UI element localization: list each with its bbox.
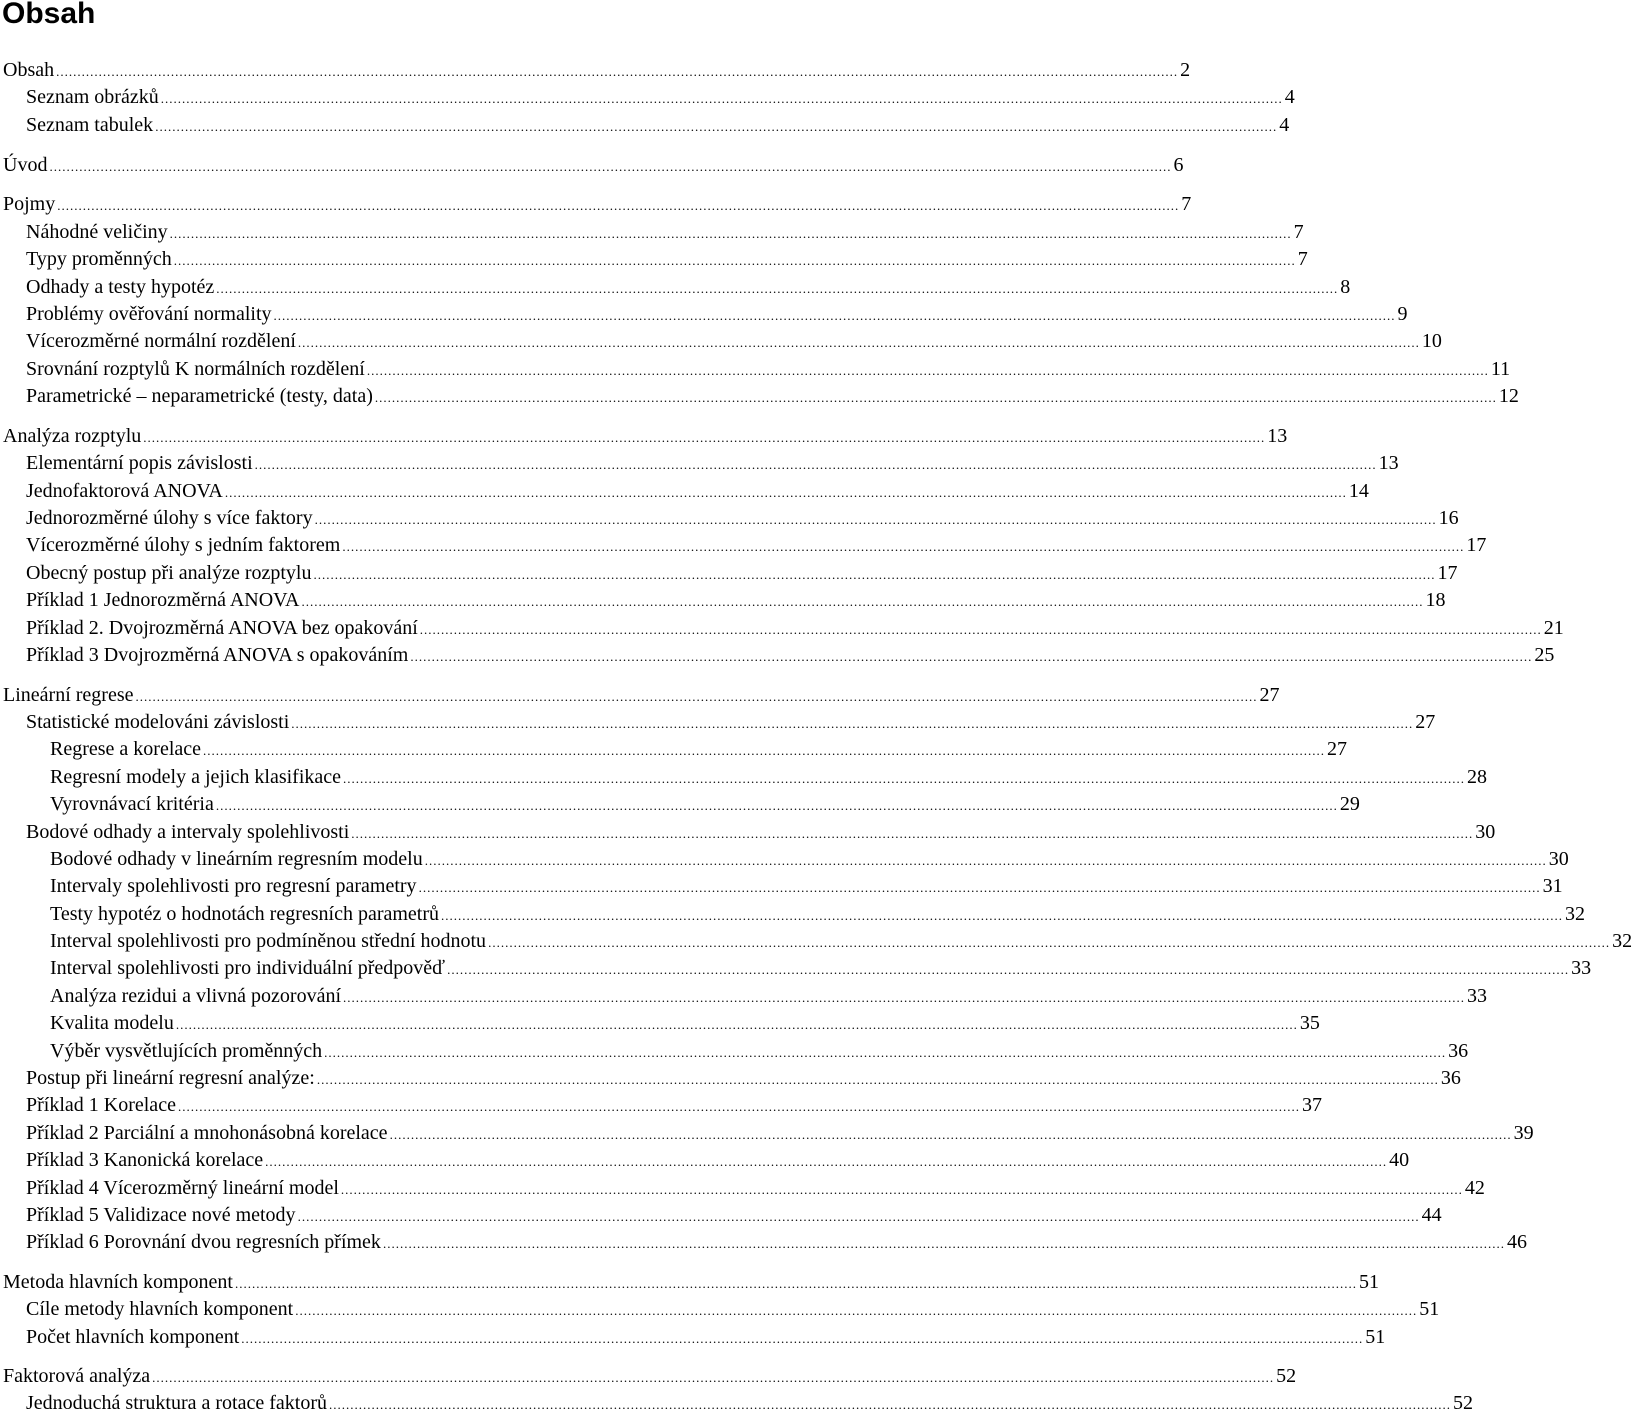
toc-dot-leader (161, 85, 1283, 112)
toc-entry[interactable] (0, 1038, 1469, 1065)
toc-entry-page-number: 4 (1279, 114, 1290, 136)
toc-entry[interactable] (0, 1363, 1297, 1390)
toc-entry-page-number: 33 (1467, 985, 1487, 1007)
toc-entry-label: Příklad 2 Parciální a mnohonásobná korelace (26, 1122, 388, 1144)
toc-dot-leader (488, 929, 1610, 956)
toc-entry-label: Jednofaktorová ANOVA (26, 480, 223, 502)
toc-entry-page-number: 12 (1498, 385, 1519, 407)
toc-entry-page-number: 37 (1301, 1094, 1322, 1116)
toc-entry-label: Náhodné veličiny (26, 221, 168, 243)
toc-dot-leader (155, 113, 1277, 140)
toc-dot-leader (341, 1176, 1463, 1203)
toc-entry[interactable] (0, 901, 1586, 928)
toc-entry[interactable] (0, 955, 1592, 982)
toc-entry[interactable] (0, 274, 1351, 301)
toc-dot-leader (367, 357, 1489, 384)
toc-entry-label: Interval spolehlivosti pro podmíněnou střední hodnotu (50, 930, 487, 952)
toc-entry[interactable] (0, 682, 1280, 709)
toc-entry-label: Postup při lineární regresní analýze: (26, 1067, 315, 1089)
toc-entry[interactable] (0, 1147, 1410, 1174)
toc-dot-leader (425, 847, 1547, 874)
toc-entry-label: Příklad 5 Validizace nové metody (26, 1204, 296, 1226)
toc-entry[interactable] (0, 1065, 1461, 1092)
toc-entry[interactable] (0, 152, 1184, 179)
toc-entry-label: Obecný postup při analýze rozptylu (26, 562, 312, 584)
toc-dot-leader (178, 1093, 1300, 1120)
toc-entry-label: Jednoduchá struktura a rotace faktorů (26, 1392, 327, 1414)
toc-entry-page-number: 6 (1173, 154, 1184, 176)
toc-dot-leader (410, 643, 1532, 670)
toc-entry[interactable] (0, 819, 1496, 846)
toc-entry[interactable] (0, 764, 1488, 791)
toc-entry-label: Příklad 3 Kanonická korelace (26, 1149, 264, 1171)
toc-entry-label: Regrese a korelace (50, 738, 202, 760)
toc-dot-leader (170, 220, 1292, 247)
toc-entry-page-number: 36 (1448, 1040, 1469, 1062)
toc-entry-page-number: 14 (1348, 480, 1369, 502)
toc-entry-label: Analýza rezidui a vlivná pozorování (50, 985, 341, 1007)
toc-entry-page-number: 2 (1180, 59, 1191, 81)
toc-entry-label: Vyrovnávací kritéria (50, 793, 214, 815)
toc-dot-leader (315, 506, 1437, 533)
toc-dot-leader (342, 533, 1464, 560)
toc-entry-page-number: 42 (1464, 1177, 1485, 1199)
toc-dot-leader (441, 902, 1563, 929)
toc-entry-label: Typy proměnných (26, 248, 172, 270)
toc-entry-label: Elementární popis závislosti (26, 452, 253, 474)
toc-entry[interactable] (0, 709, 1436, 736)
toc-entry[interactable] (0, 112, 1290, 139)
toc-dot-leader (383, 1230, 1505, 1257)
toc-entry-label: Pojmy (3, 193, 56, 215)
toc-dot-leader (56, 58, 1178, 85)
toc-entry[interactable] (0, 191, 1192, 218)
toc-dot-leader (343, 765, 1465, 792)
toc-entry-page-number: 28 (1467, 766, 1488, 788)
toc-entry-label: Interval spolehlivosti pro individuální předpověď (50, 957, 446, 979)
toc-dot-leader (298, 329, 1420, 356)
toc-entry-page-number: 35 (1299, 1012, 1320, 1034)
toc-entry-page-number: 29 (1339, 793, 1360, 815)
toc-entry[interactable] (0, 478, 1369, 505)
toc-entry-label: Intervaly spolehlivosti pro regresní parametry (50, 875, 417, 897)
toc-entry-page-number: 51 (1358, 1271, 1379, 1293)
toc-entry-page-number: 27 (1259, 684, 1280, 706)
toc-entry[interactable] (0, 873, 1563, 900)
toc-entry[interactable] (0, 505, 1459, 532)
toc-entry[interactable] (0, 846, 1569, 873)
toc-entry-page-number: 4 (1284, 86, 1295, 108)
toc-entry-page-number: 51 (1365, 1326, 1386, 1348)
toc-entry-label: Příklad 6 Porovnání dvou regresních přímek (26, 1231, 381, 1253)
toc-entry-page-number: 10 (1421, 330, 1442, 352)
toc-dot-leader (375, 384, 1497, 411)
toc-entry[interactable] (0, 1120, 1534, 1147)
toc-entry-page-number: 32 (1612, 930, 1632, 952)
toc-entry-page-number: 52 (1276, 1365, 1297, 1387)
toc-entry[interactable] (0, 423, 1288, 450)
toc-dot-leader (235, 1270, 1357, 1297)
toc-entry-page-number: 51 (1419, 1298, 1440, 1320)
toc-entry[interactable] (0, 1175, 1485, 1202)
toc-entry-page-number: 17 (1466, 534, 1487, 556)
toc-entry-page-number: 27 (1415, 711, 1436, 733)
toc-entry-label: Odhady a testy hypotéz (26, 276, 215, 298)
toc-entry-page-number: 32 (1565, 903, 1586, 925)
toc-dot-leader (135, 683, 1257, 710)
toc-entry-page-number: 17 (1437, 562, 1458, 584)
toc-dot-leader (313, 561, 1435, 588)
toc-dot-leader (49, 153, 1171, 180)
toc-dot-leader (295, 1297, 1417, 1324)
toc-dot-leader (265, 1148, 1387, 1175)
toc-entry[interactable] (0, 356, 1511, 383)
toc-dot-leader (419, 874, 1541, 901)
toc-entry[interactable] (0, 383, 1519, 410)
toc-entry[interactable] (0, 1010, 1320, 1037)
toc-entry-page-number: 7 (1293, 221, 1304, 243)
toc-dot-leader (225, 479, 1347, 506)
toc-entry-label: Úvod (3, 154, 48, 176)
toc-entry[interactable] (0, 1229, 1527, 1256)
toc-entry[interactable] (0, 928, 1632, 955)
toc-entry-label: Vícerozměrné normální rozdělení (26, 330, 296, 352)
toc-entry-label: Srovnání rozptylů K normálních rozdělení (26, 358, 365, 380)
toc-entry-label: Analýza rozptylu (3, 425, 142, 447)
toc-entry[interactable] (0, 615, 1564, 642)
toc-entry-label: Problémy ověřování normality (26, 303, 272, 325)
toc-entry[interactable] (0, 587, 1446, 614)
toc-entry-page-number: 8 (1340, 276, 1351, 298)
toc-dot-leader (298, 1203, 1420, 1230)
toc-dot-leader (329, 1391, 1451, 1418)
toc-entry[interactable] (0, 246, 1308, 273)
toc-entry[interactable] (0, 1269, 1379, 1296)
toc-entry-label: Příklad 3 Dvojrozměrná ANOVA s opakováním (26, 644, 409, 666)
toc-entry[interactable] (0, 1202, 1442, 1229)
toc-entry-label: Kvalita modelu (50, 1012, 174, 1034)
toc-dot-leader (174, 247, 1296, 274)
toc-dot-leader (274, 302, 1396, 329)
toc-entry-page-number: 30 (1475, 821, 1496, 843)
toc-entry-label: Seznam obrázků (26, 86, 159, 108)
toc-entry[interactable] (0, 736, 1348, 763)
toc-entry-page-number: 36 (1440, 1067, 1461, 1089)
page-title: Obsah (2, 0, 96, 30)
toc-entry-page-number: 13 (1267, 425, 1288, 447)
toc-entry[interactable] (0, 219, 1304, 246)
toc-dot-leader (390, 1121, 1512, 1148)
toc-entry-label: Seznam tabulek (26, 114, 154, 136)
toc-entry[interactable] (0, 450, 1399, 477)
toc-entry-page-number: 18 (1425, 589, 1446, 611)
toc-entry[interactable] (0, 791, 1360, 818)
toc-dot-leader (317, 1066, 1439, 1093)
toc-entry-label: Regresní modely a jejich klasifikace (50, 766, 342, 788)
toc-entry-page-number: 27 (1327, 738, 1348, 760)
toc-dot-leader (255, 451, 1377, 478)
toc-entry-label: Bodové odhady a intervaly spolehlivosti (26, 821, 350, 843)
toc-entry-label: Metoda hlavních komponent (3, 1271, 233, 1293)
toc-entry[interactable] (0, 642, 1555, 669)
toc-entry-label: Výběr vysvětlujících proměnných (50, 1040, 323, 1062)
toc-entry-label: Faktorová analýza (3, 1365, 151, 1387)
toc-entry-label: Příklad 4 Vícerozměrný lineární model (26, 1177, 339, 1199)
toc-dot-leader (324, 1039, 1446, 1066)
toc-dot-leader (176, 1011, 1298, 1038)
toc-entry-page-number: 44 (1421, 1204, 1442, 1226)
toc-entry-page-number: 13 (1378, 452, 1399, 474)
toc-entry-label: Testy hypotéz o hodnotách regresních parametrů (50, 903, 440, 925)
toc-entry-label: Parametrické – neparametrické (testy, data) (26, 385, 373, 407)
toc-dot-leader (343, 984, 1465, 1011)
toc-entry-page-number: 30 (1548, 848, 1569, 870)
toc-entry-page-number: 7 (1181, 193, 1192, 215)
toc-entry-label: Statistické modelováni závislosti (26, 711, 290, 733)
toc-entry-page-number: 31 (1542, 875, 1563, 897)
toc-entry-label: Příklad 2. Dvojrozměrná ANOVA bez opakování (26, 617, 418, 639)
toc-entry-page-number: 7 (1297, 248, 1308, 270)
toc-entry-page-number: 21 (1543, 617, 1564, 639)
toc-entry[interactable] (0, 1324, 1386, 1351)
toc-entry-label: Příklad 1 Korelace (26, 1094, 176, 1116)
toc-entry-label: Cíle metody hlavních komponent (26, 1298, 294, 1320)
toc-dot-leader (351, 820, 1473, 847)
toc-entry-page-number: 52 (1453, 1392, 1473, 1414)
toc-dot-leader (291, 710, 1413, 737)
toc-entry-page-number: 11 (1490, 358, 1511, 380)
toc-dot-leader (203, 737, 1325, 764)
toc-entry-page-number: 46 (1506, 1231, 1527, 1253)
toc-entry-label: Bodové odhady v lineárním regresním modelu (50, 848, 423, 870)
toc-entry[interactable] (0, 532, 1487, 559)
toc-entry-page-number: 16 (1438, 507, 1459, 529)
toc-entry[interactable] (0, 301, 1408, 328)
toc-entry[interactable] (0, 1092, 1322, 1119)
toc-dot-leader (143, 424, 1265, 451)
toc-dot-leader (420, 616, 1542, 643)
toc-entry-label: Příklad 1 Jednorozměrná ANOVA (26, 589, 300, 611)
toc-dot-leader (301, 588, 1423, 615)
toc-entry-page-number: 9 (1397, 303, 1408, 325)
toc-entry-page-number: 33 (1571, 957, 1592, 979)
toc-dot-leader (241, 1325, 1363, 1352)
toc-entry[interactable] (0, 983, 1487, 1010)
toc-entry[interactable] (0, 1390, 1473, 1417)
toc-entry-page-number: 40 (1389, 1149, 1410, 1171)
toc-entry-page-number: 25 (1534, 644, 1555, 666)
toc-entry-label: Jednorozměrné úlohy s více faktory (26, 507, 313, 529)
toc-entry-label: Obsah (3, 59, 55, 81)
toc-entry[interactable] (0, 328, 1442, 355)
toc-dot-leader (216, 792, 1338, 819)
toc-entry-label: Vícerozměrné úlohy s jedním faktorem (26, 534, 341, 556)
toc-entry[interactable] (0, 1296, 1440, 1323)
toc-dot-leader (447, 956, 1569, 983)
toc-entry-label: Počet hlavních komponent (26, 1326, 240, 1348)
toc-dot-leader (216, 275, 1338, 302)
toc-dot-leader (152, 1364, 1274, 1391)
toc-entry[interactable] (0, 560, 1458, 587)
toc-entry-page-number: 39 (1513, 1122, 1534, 1144)
toc-entry[interactable] (0, 57, 1191, 84)
toc-entry-label: Lineární regrese (3, 684, 134, 706)
toc-entry[interactable] (0, 84, 1295, 111)
toc-dot-leader (57, 192, 1179, 219)
